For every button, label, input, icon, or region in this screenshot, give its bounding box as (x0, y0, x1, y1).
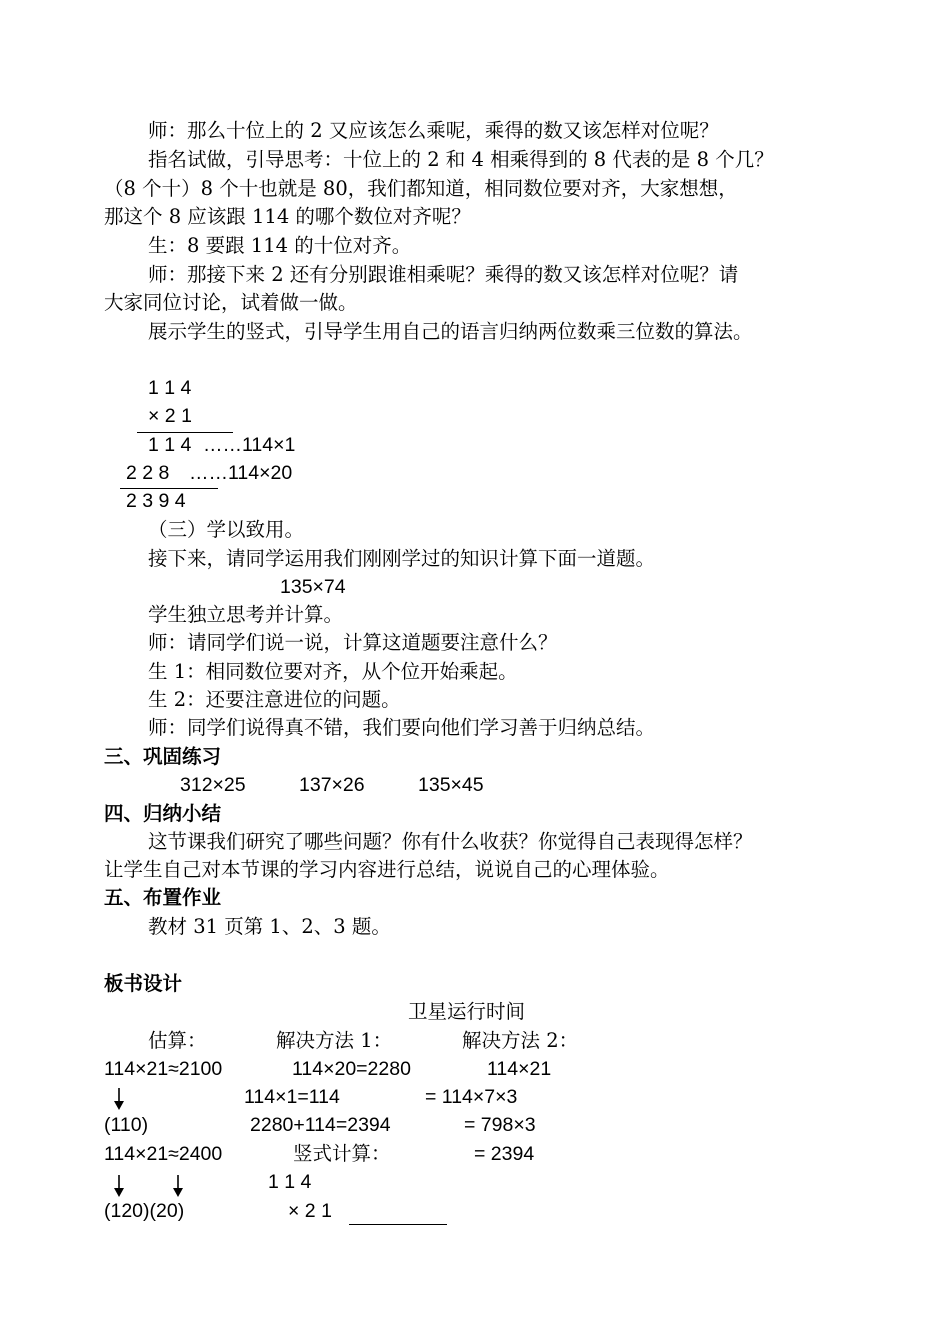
calc-row-partial-2: 2 2 8 (126, 462, 170, 484)
text-line: 学生独立思考并计算。 (148, 603, 344, 626)
calc-row-multiplicand: 1 1 4 (148, 377, 192, 399)
text-line: 展示学生的竖式，引导学生用自己的语言归纳两位数乘三位数的算法。 (148, 320, 753, 343)
section-heading: 三、巩固练习 (104, 745, 222, 768)
text-line: 大家同位讨论，试着做一做。 (104, 291, 358, 314)
board-method2-step: = 114×7×3 (425, 1086, 518, 1108)
calc-note-1: ……114×1 (203, 434, 296, 456)
text-line: 师：请同学们说一说，计算这道题要注意什么？ (148, 631, 558, 654)
board-method1-step: 114×20=2280 (292, 1058, 411, 1080)
text-line: 生 1：相同数位要对齐，从个位开始乘起。 (148, 660, 518, 683)
board-method1-step: 竖式计算： (293, 1142, 391, 1165)
board-estimate-2-rounding: (120)(20) (104, 1200, 185, 1222)
arrow-down-icon (112, 1175, 126, 1197)
text-line: 师：那么十位上的 2 又应该怎么乘呢，乘得的数又该怎样对位呢？ (148, 119, 719, 142)
board-estimate-1: 114×21≈2100 (104, 1058, 223, 1080)
exercise-item: 137×26 (299, 774, 365, 796)
text-line: 让学生自己对本节课的学习内容进行总结，说说自己的心理体验。 (104, 858, 670, 881)
board-method1-step: 114×1=114 (244, 1086, 340, 1108)
text-line: 接下来，请同学运用我们刚刚学过的知识计算下面一道题。 (148, 547, 656, 570)
exercise-item: 135×45 (418, 774, 484, 796)
board-estimate-1-rounding: (110) (104, 1114, 149, 1136)
calc-row-partial-1: 1 1 4 (148, 434, 192, 456)
text-line: （8 个十）8 个十也就是 80，我们都知道，相同数位要对齐，大家想想， (104, 177, 738, 200)
text-line: 教材 31 页第 1、2、3 题。 (148, 915, 391, 938)
text-line: 这节课我们研究了哪些问题？你有什么收获？你觉得自己表现得怎样？ (148, 830, 753, 853)
section-heading: 五、布置作业 (104, 886, 222, 909)
text-line: 师：同学们说得真不错，我们要向他们学习善于归纳总结。 (148, 716, 656, 739)
arrow-down-icon (171, 1175, 185, 1197)
board-col-method1: 解决方法 1： (276, 1029, 393, 1052)
board-method1-step: 2280+114=2394 (250, 1114, 391, 1136)
text-line: 生：8 要跟 114 的十位对齐。 (148, 234, 412, 257)
board-method2-step: = 2394 (474, 1143, 535, 1165)
board-design-heading: 板书设计 (104, 972, 183, 995)
board-vertical-multiplier: × 2 1 (288, 1200, 332, 1222)
section-heading: 四、归纳小结 (104, 802, 222, 825)
text-line: 生 2：还要注意进位的问题。 (148, 688, 401, 711)
problem-expression: 135×74 (280, 576, 346, 598)
calc-note-2: ……114×20 (189, 462, 293, 484)
calc-row-product: 2 3 9 4 (126, 490, 186, 512)
board-vertical-multiplicand: 1 1 4 (268, 1171, 312, 1193)
calc-row-multiplier: × 2 1 (148, 405, 192, 427)
board-method2-step: 114×21 (487, 1058, 552, 1080)
board-col-method2: 解决方法 2： (462, 1029, 579, 1052)
board-estimate-2: 114×21≈2400 (104, 1143, 223, 1165)
calc-rule (349, 1224, 447, 1225)
arrow-down-icon (112, 1088, 126, 1110)
board-method2-step: = 798×3 (464, 1114, 536, 1136)
text-line: 指名试做，引导思考：十位上的 2 和 4 相乘得到的 8 代表的是 8 个几？ (148, 148, 774, 171)
text-line: （三）学以致用。 (148, 518, 305, 541)
board-col-estimate: 估算： (148, 1029, 207, 1052)
text-line: 师：那接下来 2 还有分别跟谁相乘呢？乘得的数又该怎样对位呢？请 (148, 263, 739, 286)
text-line: 那这个 8 应该跟 114 的哪个数位对齐呢？ (104, 205, 471, 228)
exercise-item: 312×25 (180, 774, 246, 796)
board-title: 卫星运行时间 (408, 1000, 526, 1023)
